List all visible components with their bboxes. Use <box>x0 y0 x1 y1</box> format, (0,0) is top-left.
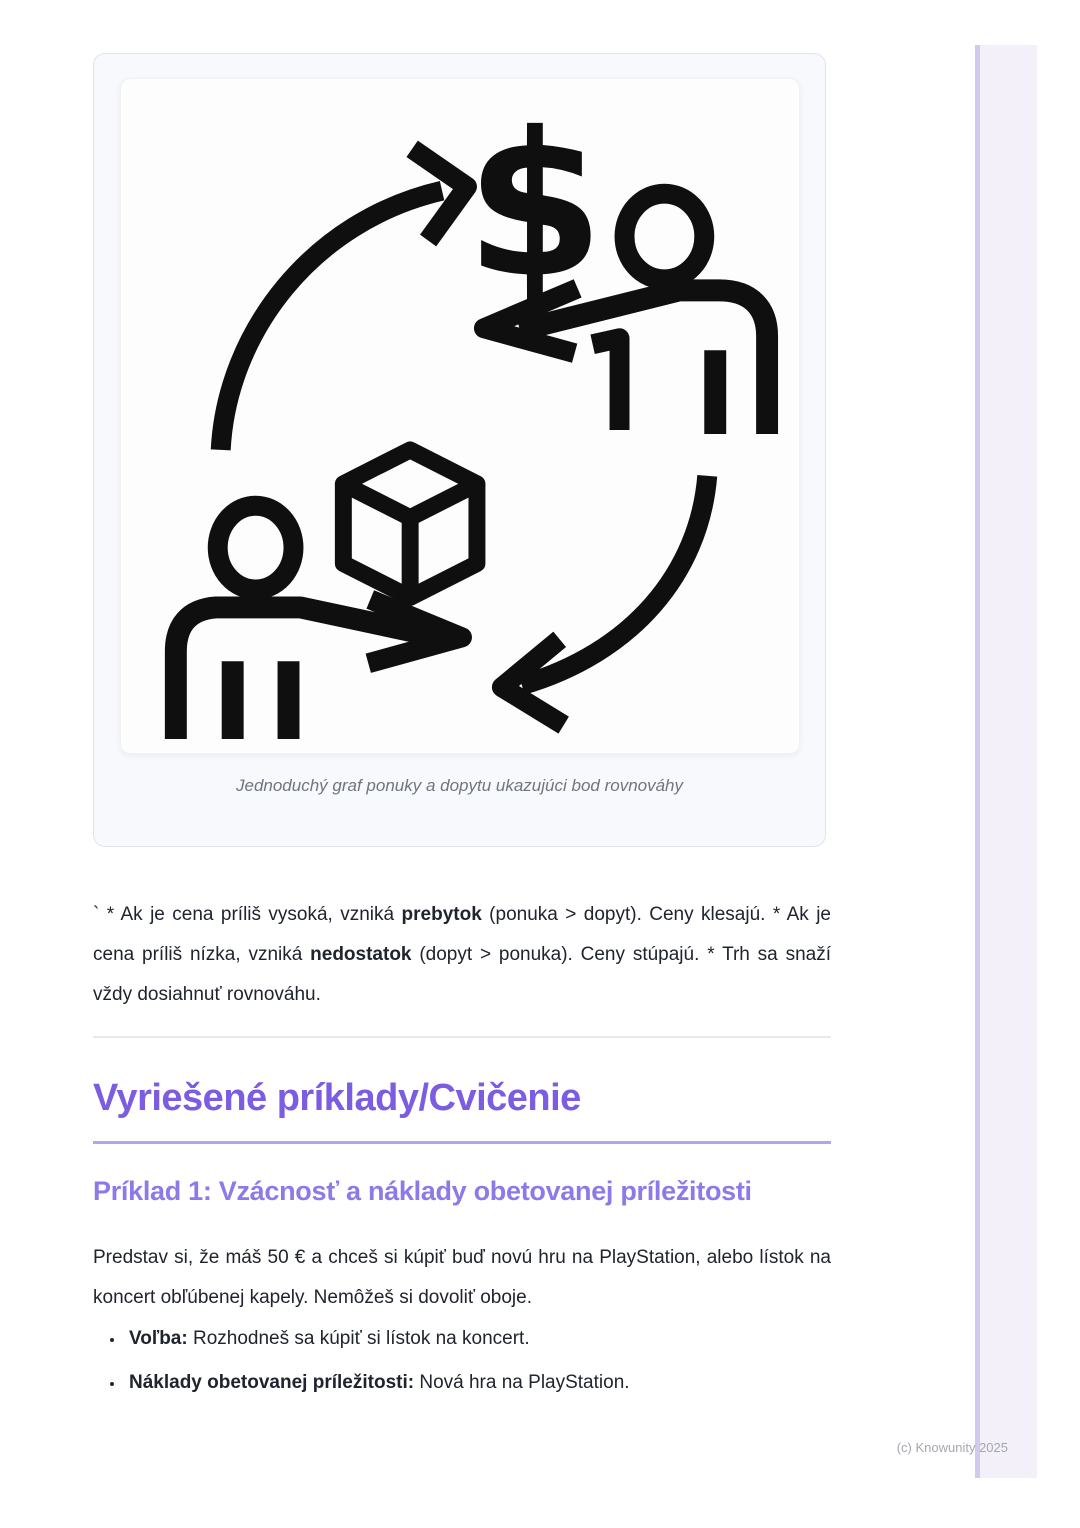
section-heading: Vyriešené príklady/Cvičenie <box>93 1077 581 1119</box>
list-item-text: Nová hra na PlayStation. <box>414 1372 630 1393</box>
figure-image <box>120 78 800 754</box>
page-side-strip <box>975 45 1037 1478</box>
market-equilibrium-paragraph: ` * Ak je cena príliš vysoká, vzniká prebytok (ponuka > dopyt). Ceny klesajú. * Ak je cena príliš nízka, vzniká nedostatok (dopyt > ponuka). Ceny stúpajú. * Trh sa snaží vždy dosiahnuť rovnováhu. <box>93 904 831 1005</box>
figure-card <box>93 53 826 847</box>
section-divider <box>93 1036 831 1038</box>
cycle-arrow-down-icon <box>502 476 707 725</box>
example-heading: Príklad 1: Vzácnosť a náklady obetovanej príležitosti <box>93 1176 752 1206</box>
goods-box-icon <box>343 450 477 598</box>
list-item <box>125 1326 863 1352</box>
list-item <box>125 1370 863 1396</box>
list-item-text: Rozhodneš sa kúpiť si lístok na koncert. <box>187 1328 530 1349</box>
exchange-cycle-icon <box>121 79 799 753</box>
example-list <box>93 1326 863 1414</box>
list-item-term: Náklady obetovanej príležitosti: <box>129 1372 415 1393</box>
list-item-term: Voľba: <box>129 1328 188 1349</box>
dollar-symbol: $ <box>465 90 605 323</box>
cycle-arrow-up-icon <box>221 149 467 450</box>
heading-underline <box>93 1141 831 1144</box>
example-paragraph: Predstav si, že máš 50 € a chceš si kúpiť buď novú hru na PlayStation, alebo lístok na koncert obľúbenej kapely. Nemôžeš si dovoliť oboje. <box>93 1247 831 1308</box>
footer-credit: (c) Knowunity 2025 <box>896 1440 1008 1455</box>
figure-caption: Jednoduchý graf ponuky a dopytu ukazujúci bod rovnováhy <box>235 776 684 795</box>
buyer-figure <box>176 506 462 739</box>
